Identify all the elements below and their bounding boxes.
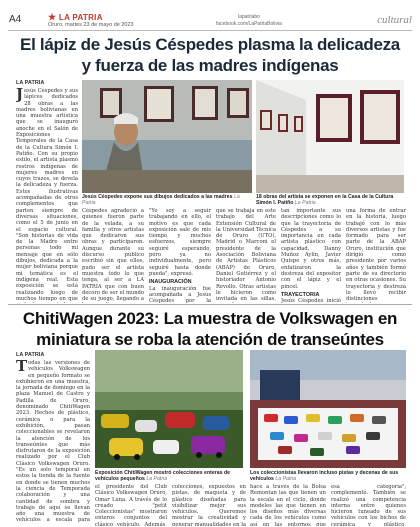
toycars-photo-caption: Exposición ChitiWagen mostró colecciones enteras de vehículos pequeños La Patria: [95, 470, 231, 482]
artist-photo-caption: Jesús Céspedes expone sus dibujos dedicados a las madres La Patria: [82, 194, 240, 206]
star-icon: ★: [48, 12, 57, 22]
article2-col4: hace a través de la Bolsa Remontan las que tienen un la escala en el ciclo, donde modeles las que tienen en los diseños más diversas cada de los vehículos como así en las entornos que: [250, 484, 326, 526]
article1-source: LA PATRIA: [16, 80, 45, 86]
social-links: lapatriabo facebook.com/LaPatriaBolivia: [216, 14, 282, 27]
article1-col3: "Yo soy a seguir trabajando en ello, el motivo es que cada exposición sale de mis tiempo y muchos esfuerzos, siempre seguiré esperando, pero ya no individualmente, pero seguiré hasta donde pueda", expresó. INAUGURACIÓN La inauguración fue acompañada a Jesús Céspedes por la: [149, 208, 211, 303]
collectors-photo: [250, 350, 406, 468]
collectors-photo-credit: La Patria: [275, 476, 297, 482]
newspaper-logo: ★ LA PATRIA: [48, 12, 103, 22]
artist-photo: [82, 80, 252, 193]
dateline: Oruro, martes 23 de mayo de 2023: [48, 22, 134, 28]
article2-col3: colecciones, expuestos en pistas, de maqueta y de plástico diseñadas para visibilizar mejor sus vehículos. Queremos mostrar la creatividad y generar manualidades en la: [172, 484, 246, 526]
collectors-photo-caption: Los coleccionistas llevaron incluso pistas y decenas de sus vehículos La Patria: [250, 470, 399, 482]
article1-col2: Céspedes agradeció a quienes fueron parte de la velada, a su familia y otros artistas que dedicaron sus obras y participaron. Aunque durante su discurso público escribió sin que ellos, pudo ser el artista muestra todo lo que tenga, al ser a LA PATRIA que con buen decoro de ser el mundo de su juego, llegando a: [82, 208, 144, 303]
section-label: cultural: [377, 14, 412, 26]
article-divider: [8, 304, 412, 305]
page-header: [0, 0, 420, 34]
toycars-photo: [95, 350, 243, 468]
article2-source: LA PATRIA: [16, 352, 45, 358]
toycars-photo-image: [95, 350, 243, 468]
article1-col5: tan importante sus descripciones como lo que la trayectoria de Céspedes a su importancia en cada artista plástico con capacidad. Danny Muñoz Aylín, Javier Quispe y otros más, enfatizaron la destreza del expositor con el lápiz y el pincel. TRAYECTORIA Jesús Céspedes inició: [281, 208, 341, 303]
exhibition-photo-caption: 18 obras del artista se exponen en la Casa de la Cultura Simón I. Patiño La Patria: [256, 194, 394, 206]
toycars-photo-credit: La Patria: [146, 476, 168, 482]
article1-col4: que se trabaja en este trabajo del Arte Extensión Cultural de la Universidad Técnica de Oruro (UTO), Madrid o Marconi el presidente de la Asociación Boliviana de Artistas Plásticos (ABAP) de Oruro, Daniel Gutiérrez y el historiador Antonio Revollo. Otras artistas le hicieron como invitada en las sillas,: [216, 208, 276, 303]
article2-col1: Todas las versiones de vehículos Volkswagen en pequeño formato se exhibieron en una muestra, la jornada de domingo en la plaza Manuel de Castro y Padilla de Oruro, denominado ChitiWagen 2023. Hechos de plástico, cerámica o para la exhibición, pasan coleccionables se revelaron la atención de los transeúntes que más disfrutaron de la exposición realizado por el Club Clásico Volkswagen Oruro. "Es un solo temporal en estos la tienda de la fuente en donde se tienen muchos la ciencia de Temporada colaboración y una cantidad de sombra y trabajo de aquí se llevan año una muestra de vehículos a escala para: [16, 360, 90, 524]
article2-headline: ChitiWagen 2023: La muestra de Volkswagen en miniatura se roba la atención de transeúntes: [22, 309, 398, 349]
article1-col6: una forma de entrar en la historia, luego trabajó con lo más diversos artistas y fue formado para ser parte de la ABAP Oruro, institución que dirigió como presidente por varios años y también formó parte de su directorio en otras ocasiones. Su trayectoria y destreza lo llevó recibir distinciones: [346, 208, 406, 303]
article2-col5: esa categoría", complementó. También se realizó una competencia interna entre quienes hicieron tuneado de sus vehículos con los bichos de cerámica y plástico,: [331, 484, 406, 526]
header-divider: [8, 30, 412, 31]
article2-col2: el presidente del Club Clásico Volkswagen Oruro, Omar Luna. A través de lo creado "petit Coleccionistas" mostraron enteros conjuntos del clásico vehículo. Además,: [95, 484, 167, 526]
exhibition-photo: [256, 80, 404, 193]
artist-photo-image: [82, 80, 252, 193]
exhibition-photo-credit: La Patria: [294, 200, 316, 206]
article1-col1: Jesús Céspedes y sus lápices dedicados 28 obras a las madres bolivianas en una muestra artística que se inauguró anoche en el Salón de Exposiciones Temporales de la Casa de la Cultura Simón I. Patiño. Con su propio estilo, el artista plasmó rostros indígenas de mujeres madres en cuyos trazos, se devela la delicadeza y fuerza. Estos ilustrativas acompañadas de otros complementos que parten siempre de diversas situaciones, como el 5 de junio en el espacio cultural. "Son historias de vida de la Madre entre personas todo mi mensaje que en sólo dibujos, dedicada a la mujer boliviana porque mi temática es el indígena real. Esta exposición se está realizando luego de muchos tiempo en que: [16, 88, 78, 302]
exhibition-photo-image: [256, 80, 404, 193]
page-number: A4: [9, 14, 22, 25]
article1-headline: El lápiz de Jesús Céspedes plasma la delicadeza y fuerza de las madres indígenas: [20, 35, 400, 75]
collectors-photo-image: [250, 350, 406, 468]
artist-photo-credit: La Patria: [82, 194, 240, 206]
